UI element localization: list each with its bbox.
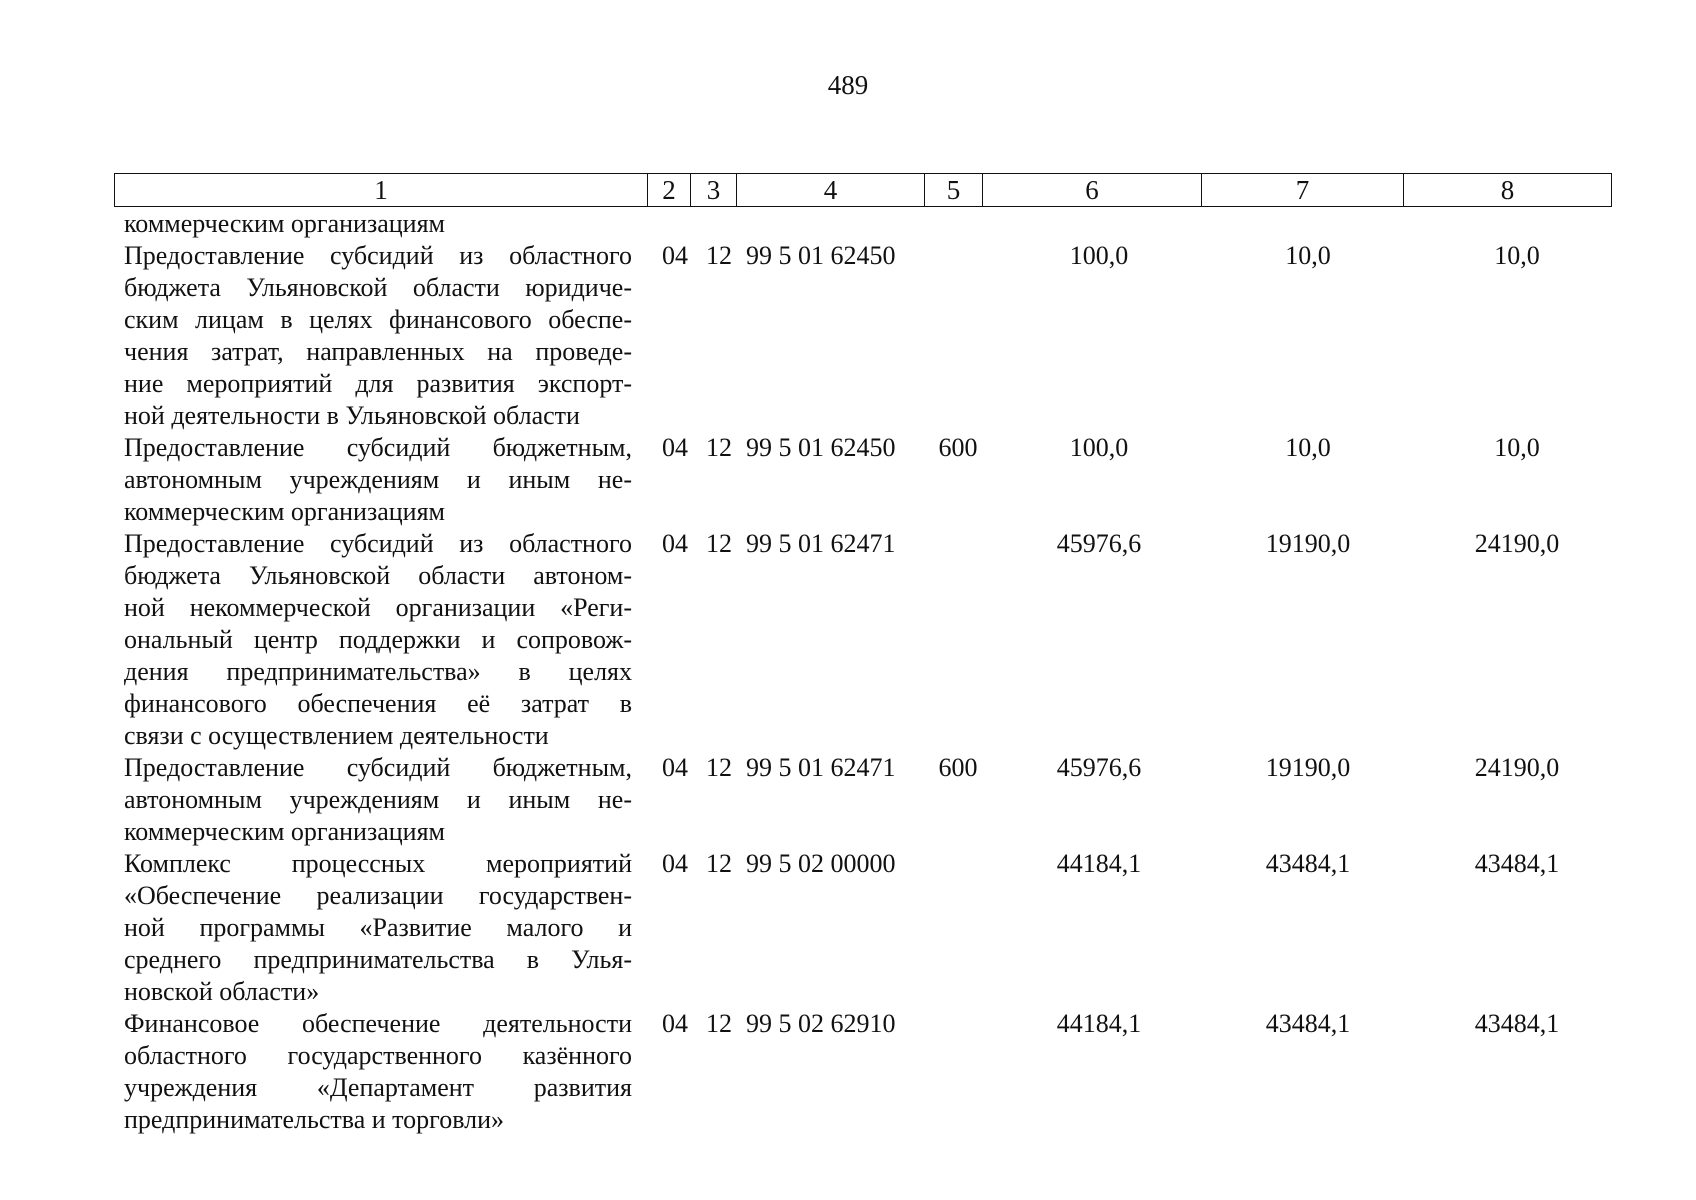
table-row (124, 208, 1604, 240)
page-number: 489 (827, 70, 869, 100)
description-line: ние мероприятий для развития экспорт- (124, 369, 632, 398)
description-line: финансового обеспечения её затрат в (124, 689, 632, 718)
description-line: областного государственного казённого (124, 1041, 632, 1070)
cell-col-3: 12 (706, 433, 732, 462)
cell-col-2: 04 (662, 433, 688, 462)
table-row (124, 240, 1604, 432)
cell-col-3: 12 (706, 241, 732, 270)
description-line: Предоставление субсидий из областного (124, 241, 632, 270)
description-line: ной программы «Развитие малого и (124, 913, 632, 942)
description-line: связи с осуществлением деятельности (124, 721, 549, 750)
column-header-1: 1 (115, 174, 648, 207)
description-line: предпринимательства и торговли» (124, 1105, 505, 1134)
cell-col-6: 45976,6 (1056, 529, 1142, 558)
cell-col-5: 600 (938, 753, 978, 782)
table-row (124, 432, 1604, 528)
cell-col-3: 12 (706, 849, 732, 878)
row-description (124, 240, 632, 432)
cell-col-4: 99 5 01 62450 (746, 241, 896, 270)
cell-col-4: 99 5 02 00000 (746, 849, 896, 878)
description-line: новской области» (124, 977, 320, 1006)
column-header-2: 2 (648, 174, 691, 207)
cell-col-8: 24190,0 (1474, 753, 1560, 782)
cell-col-7: 19190,0 (1265, 753, 1351, 782)
description-line: учреждения «Департамент развития (124, 1073, 632, 1102)
cell-col-8: 43484,1 (1474, 849, 1560, 878)
description-line: коммерческим организациям (124, 497, 446, 526)
cell-col-5: 600 (938, 433, 978, 462)
description-line: чения затрат, направленных на проведе- (124, 337, 632, 366)
description-line: ной деятельности в Ульяновской области (124, 401, 580, 430)
column-header-row (115, 174, 1612, 207)
cell-col-2: 04 (662, 1009, 688, 1038)
description-line: бюджета Ульяновской области юридиче- (124, 273, 632, 302)
description-line: автономным учреждениям и иным не- (124, 785, 632, 814)
description-line: Финансовое обеспечение деятельности (124, 1009, 632, 1038)
cell-col-6: 44184,1 (1056, 1009, 1142, 1038)
cell-col-2: 04 (662, 753, 688, 782)
description-line: дения предпринимательства» в целях (124, 657, 632, 686)
description-line: Предоставление субсидий бюджетным, (124, 753, 632, 782)
description-line: коммерческим организациям (124, 817, 446, 846)
cell-col-3: 12 (706, 1009, 732, 1038)
description-line: коммерческим организациям (124, 209, 446, 238)
row-description (124, 528, 632, 752)
cell-col-4: 99 5 01 62471 (746, 529, 896, 558)
description-line: ной некоммерческой организации «Реги- (124, 593, 632, 622)
cell-col-8: 43484,1 (1474, 1009, 1560, 1038)
description-line: ским лицам в целях финансового обеспе- (124, 305, 632, 334)
cell-col-7: 10,0 (1285, 433, 1331, 462)
cell-col-7: 43484,1 (1265, 1009, 1351, 1038)
table-row (124, 1008, 1604, 1136)
cell-col-6: 45976,6 (1056, 753, 1142, 782)
cell-col-2: 04 (662, 529, 688, 558)
column-header-table (114, 173, 1612, 207)
column-header-3: 3 (691, 174, 737, 207)
table-row (124, 848, 1604, 1008)
cell-col-8: 24190,0 (1474, 529, 1560, 558)
cell-col-4: 99 5 02 62910 (746, 1009, 896, 1038)
row-description (124, 432, 632, 528)
row-description (124, 848, 632, 1008)
cell-col-4: 99 5 01 62471 (746, 753, 896, 782)
cell-col-7: 43484,1 (1265, 849, 1351, 878)
description-line: бюджета Ульяновской области автоном- (124, 561, 632, 590)
cell-col-7: 19190,0 (1265, 529, 1351, 558)
row-description (124, 1008, 632, 1136)
cell-col-2: 04 (662, 849, 688, 878)
cell-col-3: 12 (706, 753, 732, 782)
column-header-5: 5 (925, 174, 983, 207)
table-row (124, 528, 1604, 752)
table-body (124, 208, 1604, 1136)
column-header-7: 7 (1202, 174, 1404, 207)
description-line: «Обеспечение реализации государствен- (124, 881, 632, 910)
cell-col-6: 44184,1 (1056, 849, 1142, 878)
cell-col-3: 12 (706, 529, 732, 558)
column-header-6: 6 (983, 174, 1202, 207)
column-header-8: 8 (1404, 174, 1612, 207)
description-line: Предоставление субсидий бюджетным, (124, 433, 632, 462)
cell-col-8: 10,0 (1494, 433, 1540, 462)
cell-col-7: 10,0 (1285, 241, 1331, 270)
description-line: автономным учреждениям и иным не- (124, 465, 632, 494)
row-description (124, 752, 632, 848)
cell-col-8: 10,0 (1494, 241, 1540, 270)
cell-col-6: 100,0 (1069, 433, 1129, 462)
cell-col-4: 99 5 01 62450 (746, 433, 896, 462)
description-line: ональный центр поддержки и сопровож- (124, 625, 632, 654)
column-header-4: 4 (737, 174, 925, 207)
cell-col-6: 100,0 (1069, 241, 1129, 270)
row-description (124, 208, 632, 240)
description-line: Комплекс процессных мероприятий (124, 849, 632, 878)
description-line: среднего предпринимательства в Улья- (124, 945, 632, 974)
cell-col-2: 04 (662, 241, 688, 270)
description-line: Предоставление субсидий из областного (124, 529, 632, 558)
table-row (124, 752, 1604, 848)
